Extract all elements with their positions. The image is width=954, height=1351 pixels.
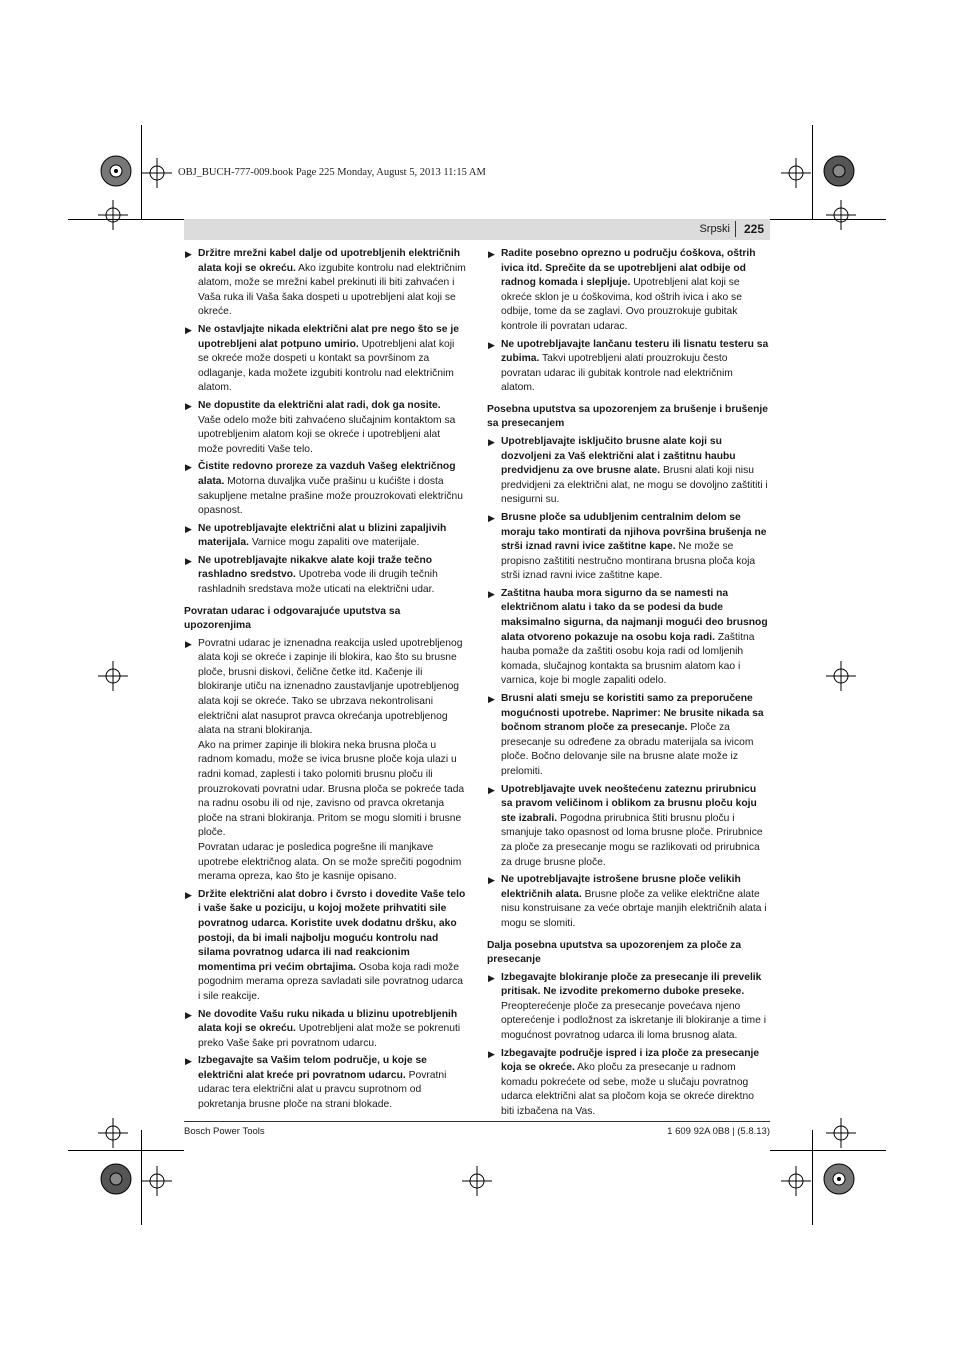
crosshair-mark-icon [98, 200, 128, 230]
bullet-arrow-icon: ▶ [185, 889, 192, 900]
crosshair-mark-icon [781, 158, 811, 188]
crop-line [812, 125, 813, 220]
list-item: ▶ Izbegavajte sa Vašim telom područje, u koje se električni alat kreće pri povratnom udarcu. Povratni udarac tera električni alat u pravcu suprotnom od pokretanja brusne ploče na strani blokade. [185, 1055, 447, 1111]
crosshair-mark-icon [462, 1166, 492, 1196]
header-language: Srpski [699, 223, 730, 235]
crop-line [770, 219, 886, 220]
bullet-arrow-icon: ▶ [488, 339, 495, 350]
bullet-arrow-icon: ▶ [488, 512, 495, 523]
print-slug: OBJ_BUCH-777-009.book Page 225 Monday, August 5, 2013 11:15 AM [178, 167, 486, 178]
list-item: ▶ Zaštitna hauba mora sigurno da se namesti na električnom alatu i tako da se podesi da bude maksimalno sigurna, da najmanji mogući deo brusnog alata otvoreno pokazuje na osobu koja radi. Zaštitna hauba pomaže da zaštiti osobu koja radi od lomljenih komada, slučajnog kontakta sa brusnim alatom kao i varnica, koje bi mogle zapaliti odelo. [488, 587, 768, 687]
bullet-arrow-icon: ▶ [488, 249, 495, 259]
list-item: ▶ Izbegavajte područje ispred i iza ploče za presecanje koja se okreće. Ako ploču za presecanje u radnom komadu pokrećete od sebe, može u slučaju povratnog udarca električni alat sa pločom koja se okreće direktno biti izbačena na Vas. [488, 1047, 760, 1117]
crop-line [141, 125, 142, 220]
list-item: ▶ Ne dopustite da električni alat radi, dok ga nosite. Vaše odelo može biti zahvaćeno slučajnim kontaktom sa upotrebljenim alatom koji se okreće i upotrebljeni alat može povrediti Vaše telo. [185, 399, 456, 455]
list-item: ▶ Brusni alati smeju se koristiti samo za preporučene mogućnosti upotrebe. Naprimer: Ne brusite nikada sa bočnom stranom ploče za presecanje. Ploče za presecanje su određene za obradu materijala sa ivicom ploče. Bočno delovanje sile na brusne alate može iz prelomiti. [488, 693, 764, 777]
list-item: ▶ Držitre mrežni kabel dalje od upotrebljenih električnih alata koji se okreću. Ako izgubite kontrolu nad električnim alatom, može se mrežni kabel prekinuti ili biti zahvaćen i Vaša ruka ili Vaša šaka dospeti u upotrebljeni alat koji se okreće. [185, 248, 466, 318]
header-separator [735, 221, 736, 237]
crosshair-mark-icon [826, 661, 856, 691]
right-column [487, 247, 769, 1122]
bullet-arrow-icon: ▶ [185, 555, 192, 566]
list-item: ▶ Brusne ploče sa udubljenim centralnim delom se moraju tako montirati da njihova površina brušenja ne strši iznad ravni ivice zaštitne kape. Ne može se propisno zaštititi nestručno montirana brusna ploča koja strši iznad ravni ivice zaštitne kape. [488, 511, 767, 582]
registration-mark-icon [823, 1163, 855, 1195]
registration-mark-icon [100, 1163, 132, 1195]
list-item: ▶ Upotrebljavajte isključito brusne alate koji su dozvoljeni za Vaš električni alat i zaštitnu haubu predvidjenu za ove brusne alate. Brusni alati koji nisu predvidjeni za električni alat, ne mogu se dovoljno zaštititi i nesigurni su. [488, 435, 768, 506]
footer-code: 1 609 92A 0B8 | (5.8.13) [667, 1126, 770, 1137]
footer-brand: Bosch Power Tools [184, 1126, 265, 1137]
list-item: ▶ Upotrebljavajte uvek neoštećenu zateznu prirubnicu sa pravom veličinom i oblikom za brusnu ploču koju ste izabrali. Pogodna prirubnica štiti brusnu ploču i smanjuje tako opasnost od loma brusne ploče. Prirubnice za ploče za presecanje mogu se razlikovati od prirubnica za druge brusne ploče. [488, 783, 763, 868]
list-item: ▶ Ne ostavljajte nikada električni alat pre nego što se je upotrebljeni alat potpuno umirio. Upotrebljeni alat koji se okreće može dospeti u kontakt sa površinom za odlaganje, kada možete izgubiti kontrolu nad električnim alatom. [185, 323, 459, 394]
crosshair-mark-icon [142, 158, 172, 188]
crop-line [812, 1130, 813, 1225]
bullet-arrow-icon: ▶ [185, 1056, 192, 1067]
list-item: ▶ Radite posebno oprezno u području ćoškova, oštrih ivica itd. Sprečite da se upotrebljeni alat odbije od radnog komada i slepljuje. Upotrebljeni alat koji se okreće sklon je u ćoškovima, kod oštrih ivica i ako se odbije, tome da se zaglavi. Ovo prouzrokuje gubitak kontrole ili povratan udarac. [488, 248, 756, 332]
list-item: ▶ Ne upotrebljavajte lančanu testeru ili lisnatu testeru sa zubima. Takvi upotrebljeni alati prouzrokuju često povratan udarac ili gubitak kontrole nad električnim alatom. [488, 338, 769, 394]
bullet-arrow-icon: ▶ [185, 249, 192, 259]
registration-mark-icon [100, 155, 132, 187]
page-number: 225 [743, 222, 764, 236]
list-item: ▶ Povratni udarac je iznenadna reakcija usled upotrebljenog alata koji se okreće i zapinje ili blokira, kao što su brusne ploče, brusni diskovi, čelične četke itd. Kačenje ili blokiranje utiču na iznenadno zaustavljanje upotrebljenog alata koji se okreće. Tako se ubrzava nekontrolisani električni alat nasuprot pravca okrećanja upotrebljenog alata na strani blokiranja. Ako na primer zapinje ili blokira neka brusna ploča u radnom komadu, može se ivica brusne ploče koja ulazi u radni komad, zaplesti i tako polomiti brusnu ploču ili prouzrokovati povratni udar. Brusna ploča se pokreće tada na radnu osobu ili od nje, zavisno od pravca okretanja ploče na strani blokiranja. Pritom se mogu slomiti i brusne ploče. Povratan udarac je posledica pogrešne ili manjkave upotrebe električnog alata. On se može sprečiti pogodnim merama opreza, kao što je kasnije opisano. [185, 637, 465, 883]
crosshair-mark-icon [98, 1118, 128, 1148]
list-item: ▶ Ne dovodite Vašu ruku nikada u blizinu upotrebljenih alata koji se okreću. Upotrebljeni alat može se pokrenuti preko Vaše šake pri povratnom udarcu. [185, 1008, 461, 1049]
crop-line [68, 1150, 184, 1151]
bullet-arrow-icon: ▶ [185, 400, 192, 411]
crop-line [770, 1150, 886, 1151]
list-item: ▶ Čistite redovno proreze za vazduh Vašeg električnog alata. Motorna duvaljka vuče prašinu u kućište i dosta sakupljene metalne prašine može prouzrokovati električnu opasnost. [185, 461, 463, 517]
section-heading: Dalja posebna uputstva sa upozorenjem za ploče za presecanje [487, 939, 742, 965]
registration-mark-icon [823, 155, 855, 187]
bullet-arrow-icon: ▶ [488, 588, 495, 599]
bullet-arrow-icon: ▶ [185, 324, 192, 335]
bullet-arrow-icon: ▶ [185, 462, 192, 473]
left-column [184, 247, 466, 1116]
bullet-arrow-icon: ▶ [488, 784, 495, 795]
section-heading: Posebna uputstva sa upozorenjem za brušenje i brušenje sa presecanjem [487, 403, 768, 429]
page-header [184, 219, 770, 240]
footer-rule [184, 1121, 770, 1122]
bullet-arrow-icon: ▶ [488, 972, 495, 983]
bullet-arrow-icon: ▶ [488, 694, 495, 705]
bullet-arrow-icon: ▶ [185, 638, 192, 649]
section-heading: Povratan udarac i odgovarajuće uputstva sa upozorenjima [184, 605, 401, 631]
list-item: ▶ Držite električni alat dobro i čvrsto i dovedite Vaše telo i vaše šake u poziciju, u kojoj možete prihvatiti sile povratnog udarca. Koristite uvek dodatnu dršku, ako postoji, da bi imali najbolju moguću kontrolu nad silama povratnog udarca ili nad reakcionim momentima pri većim obrtajima. Osoba koja radi može pogodnim merama opreza savladati sile povratnog udarca i sile reakcije. [185, 888, 466, 1002]
list-item: ▶ Ne upotrebljavajte istrošene brusne ploče velikih električnih alata. Brusne ploče za velike električne alate nisu konstruisane za veće obrtaje manjih električnih alata i mogu se slomiti. [488, 874, 767, 929]
crosshair-mark-icon [781, 1166, 811, 1196]
list-item: ▶ Ne upotrebljavajte električni alat u blizini zapaljivih materijala. Varnice mogu zapaliti ove materijale. [185, 522, 447, 549]
crosshair-mark-icon [826, 1118, 856, 1148]
crosshair-mark-icon [98, 661, 128, 691]
crop-line [141, 1130, 142, 1225]
bullet-arrow-icon: ▶ [488, 1048, 495, 1059]
crop-line [68, 219, 184, 220]
crosshair-mark-icon [142, 1166, 172, 1196]
bullet-arrow-icon: ▶ [488, 436, 495, 447]
crosshair-mark-icon [826, 200, 856, 230]
list-item: ▶ Ne upotrebljavajte nikakve alate koji traže tečno rashladno sredstvo. Upotreba vode ili drugih tečnih rashladnih sredstava može uticati na električni udar. [185, 554, 438, 596]
bullet-arrow-icon: ▶ [185, 1009, 192, 1020]
bullet-arrow-icon: ▶ [185, 523, 192, 534]
bullet-arrow-icon: ▶ [488, 875, 495, 886]
list-item: ▶ Izbegavajte blokiranje ploče za presecanje ili prevelik pritisak. Ne izvodite prekomerno duboke preseke. Preopterećenje ploče za presecanje povećava njeno opterećenje i podložnost za iskretanje ili blokiranje a time i mogućnost povratnog udarca ili loma brusnog alata. [488, 971, 766, 1041]
